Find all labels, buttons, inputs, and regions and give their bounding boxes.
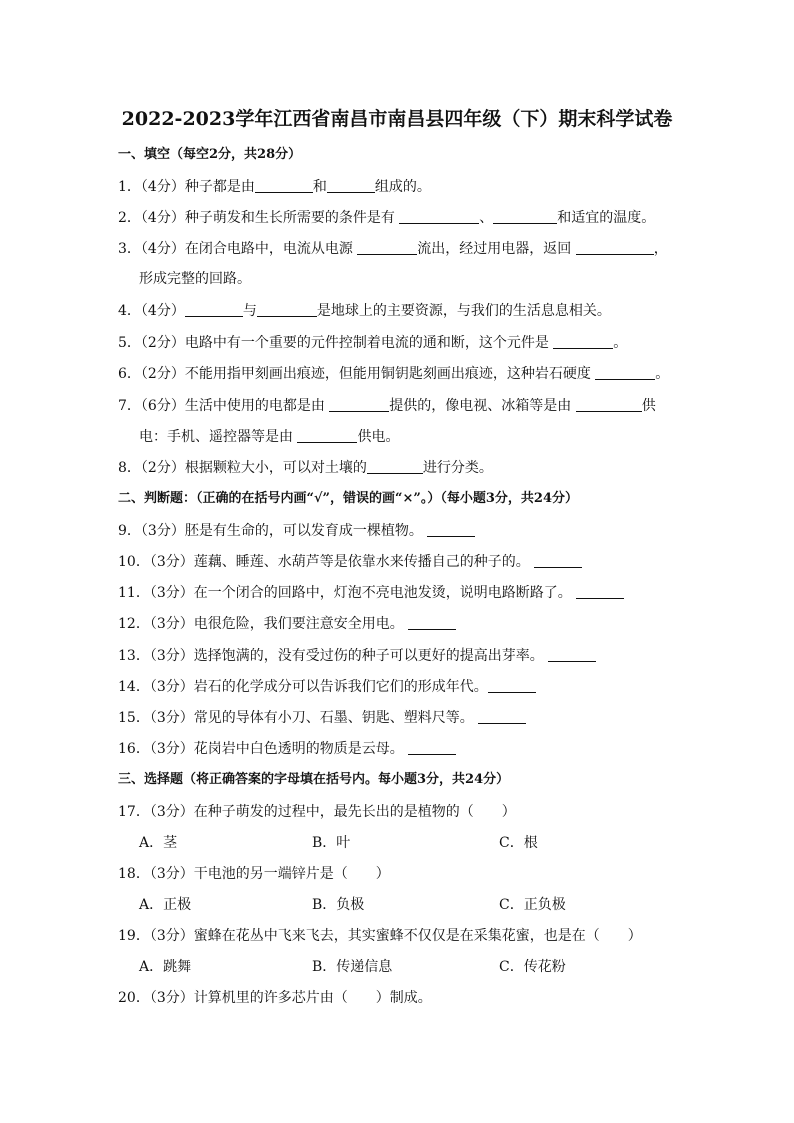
question-text: 11．（3分）在一个闭合的回路中，灯泡不亮电池发烫，说明电路断路了。 — [118, 585, 577, 601]
option-a[interactable]: A．茎 — [139, 835, 178, 851]
question-text: 7．（6分）生活中使用的电都是由 — [118, 398, 330, 414]
question-text: 8．（2分）根据颗粒大小，可以对土壤的 — [118, 460, 367, 476]
answer-blank[interactable] — [257, 302, 317, 317]
answer-blank[interactable] — [548, 647, 596, 662]
question-text: ， — [653, 241, 668, 257]
question-text: 13．（3分）选择饱满的，没有受过伤的种子可以更好的提高出芽率。 — [118, 648, 549, 664]
answer-blank[interactable] — [297, 428, 357, 443]
option-c[interactable]: C．根 — [499, 835, 538, 851]
answer-blank[interactable] — [185, 302, 243, 317]
option-c[interactable]: C．传花粉 — [499, 959, 566, 975]
question-text: 4．（4分） — [118, 303, 185, 319]
answer-blank[interactable] — [427, 522, 475, 537]
answer-blank[interactable] — [329, 397, 389, 412]
question-text: 与 — [242, 303, 257, 319]
question-text: 。 — [613, 335, 628, 351]
answer-blank[interactable] — [534, 553, 582, 568]
question-text: 6．（2分）不能用指甲刻画出痕迹，但能用铜钥匙刻画出痕迹，这种岩石硬度 — [118, 366, 596, 382]
question-text: 组成的。 — [374, 179, 431, 195]
question-text: 和适宜的温度。 — [557, 210, 656, 226]
answer-blank[interactable] — [488, 678, 536, 693]
answer-blank[interactable] — [576, 584, 624, 599]
answer-blank[interactable] — [576, 240, 654, 255]
answer-blank[interactable] — [553, 334, 613, 349]
question-7-continued — [139, 428, 399, 446]
question-text: 电：手机、遥控器等是由 — [139, 429, 298, 445]
question-17: 17．（3分）在种子萌发的过程中，最先长出的是植物的（ ） — [118, 804, 516, 820]
question-7 — [118, 397, 656, 415]
question-text: 16．（3分）花岗岩中白色透明的物质是云母。 — [118, 741, 409, 757]
option-b[interactable]: B．传递信息 — [312, 959, 393, 975]
question-text: 供 — [641, 398, 656, 414]
question-14 — [118, 678, 536, 696]
question-19: 19．（3分）蜜蜂在花丛中飞来飞去，其实蜜蜂不仅仅是在采集花蜜，也是在（ ） — [118, 928, 642, 944]
question-text: 10．（3分）莲藕、睡莲、水葫芦等是依靠水来传播自己的种子的。 — [118, 554, 535, 570]
question-12 — [118, 615, 456, 633]
question-text: 。 — [655, 366, 670, 382]
question-text: 15．（3分）常见的导体有小刀、石墨、钥匙、塑料尺等。 — [118, 710, 479, 726]
question-text: 提供的，像电视、冰箱等是由 — [389, 398, 576, 414]
question-9 — [118, 522, 475, 540]
section-header-fill-blank: 一、填空（每空2分，共28分） — [118, 147, 302, 162]
question-text: 、 — [479, 210, 494, 226]
question-20: 20．（3分）计算机里的许多芯片由（ ）制成。 — [118, 990, 432, 1006]
question-text: 供电。 — [357, 429, 400, 445]
question-text: 14．（3分）岩石的化学成分可以告诉我们它们的形成年代。 — [118, 679, 488, 695]
answer-blank[interactable] — [595, 365, 655, 380]
answer-blank[interactable] — [327, 178, 375, 193]
question-text: 1．（4分）种子都是由 — [118, 179, 255, 195]
option-b[interactable]: B．叶 — [312, 835, 351, 851]
question-text: 9．（3分）胚是有生命的，可以发育成一棵植物。 — [118, 523, 428, 539]
question-6 — [118, 365, 669, 383]
answer-blank[interactable] — [367, 459, 423, 474]
question-15 — [118, 709, 526, 727]
answer-blank[interactable] — [408, 615, 456, 630]
answer-blank[interactable] — [255, 178, 313, 193]
section-header-true-false: 二、判断题：（正确的在括号内画“√”，错误的画“×”。）（每小题3分，共24分） — [118, 491, 578, 506]
question-3 — [118, 240, 668, 258]
answer-blank[interactable] — [493, 209, 557, 224]
option-a[interactable]: A．跳舞 — [139, 959, 192, 975]
option-a[interactable]: A．正极 — [139, 897, 192, 913]
question-text: 2．（4分）种子萌发和生长所需要的条件是有 — [118, 210, 400, 226]
answer-blank[interactable] — [357, 240, 417, 255]
answer-blank[interactable] — [399, 209, 479, 224]
question-text: 12．（3分）电很危险，我们要注意安全用电。 — [118, 616, 409, 632]
question-18: 18．（3分）干电池的另一端锌片是（ ） — [118, 866, 390, 882]
question-11 — [118, 584, 624, 602]
answer-blank[interactable] — [478, 709, 526, 724]
question-text: 是地球上的主要资源，与我们的生活息息相关。 — [316, 303, 611, 319]
section-header-multiple-choice: 三、选择题（将正确答案的字母填在括号内。每小题3分，共24分） — [118, 772, 510, 787]
question-5 — [118, 334, 627, 352]
answer-blank[interactable] — [408, 740, 456, 755]
question-text: 和 — [312, 179, 327, 195]
question-1 — [118, 178, 431, 196]
option-b[interactable]: B．负极 — [312, 897, 365, 913]
option-c[interactable]: C．正负极 — [499, 897, 566, 913]
question-text: 5．（2分）电路中有一个重要的元件控制着电流的通和断，这个元件是 — [118, 335, 554, 351]
question-8 — [118, 459, 493, 477]
question-2 — [118, 209, 655, 227]
question-13 — [118, 647, 596, 665]
question-16 — [118, 740, 456, 758]
question-text: 进行分类。 — [422, 460, 493, 476]
question-4 — [118, 302, 611, 320]
answer-blank[interactable] — [576, 397, 642, 412]
question-3-continued: 形成完整的回路。 — [139, 271, 251, 287]
question-text: 流出，经过用电器，返回 — [417, 241, 576, 257]
question-10 — [118, 553, 582, 571]
page-title: 2022-2023学年江西省南昌市南昌县四年级（下）期末科学试卷 — [121, 108, 673, 130]
question-text: 3．（4分）在闭合电路中，电流从电源 — [118, 241, 358, 257]
